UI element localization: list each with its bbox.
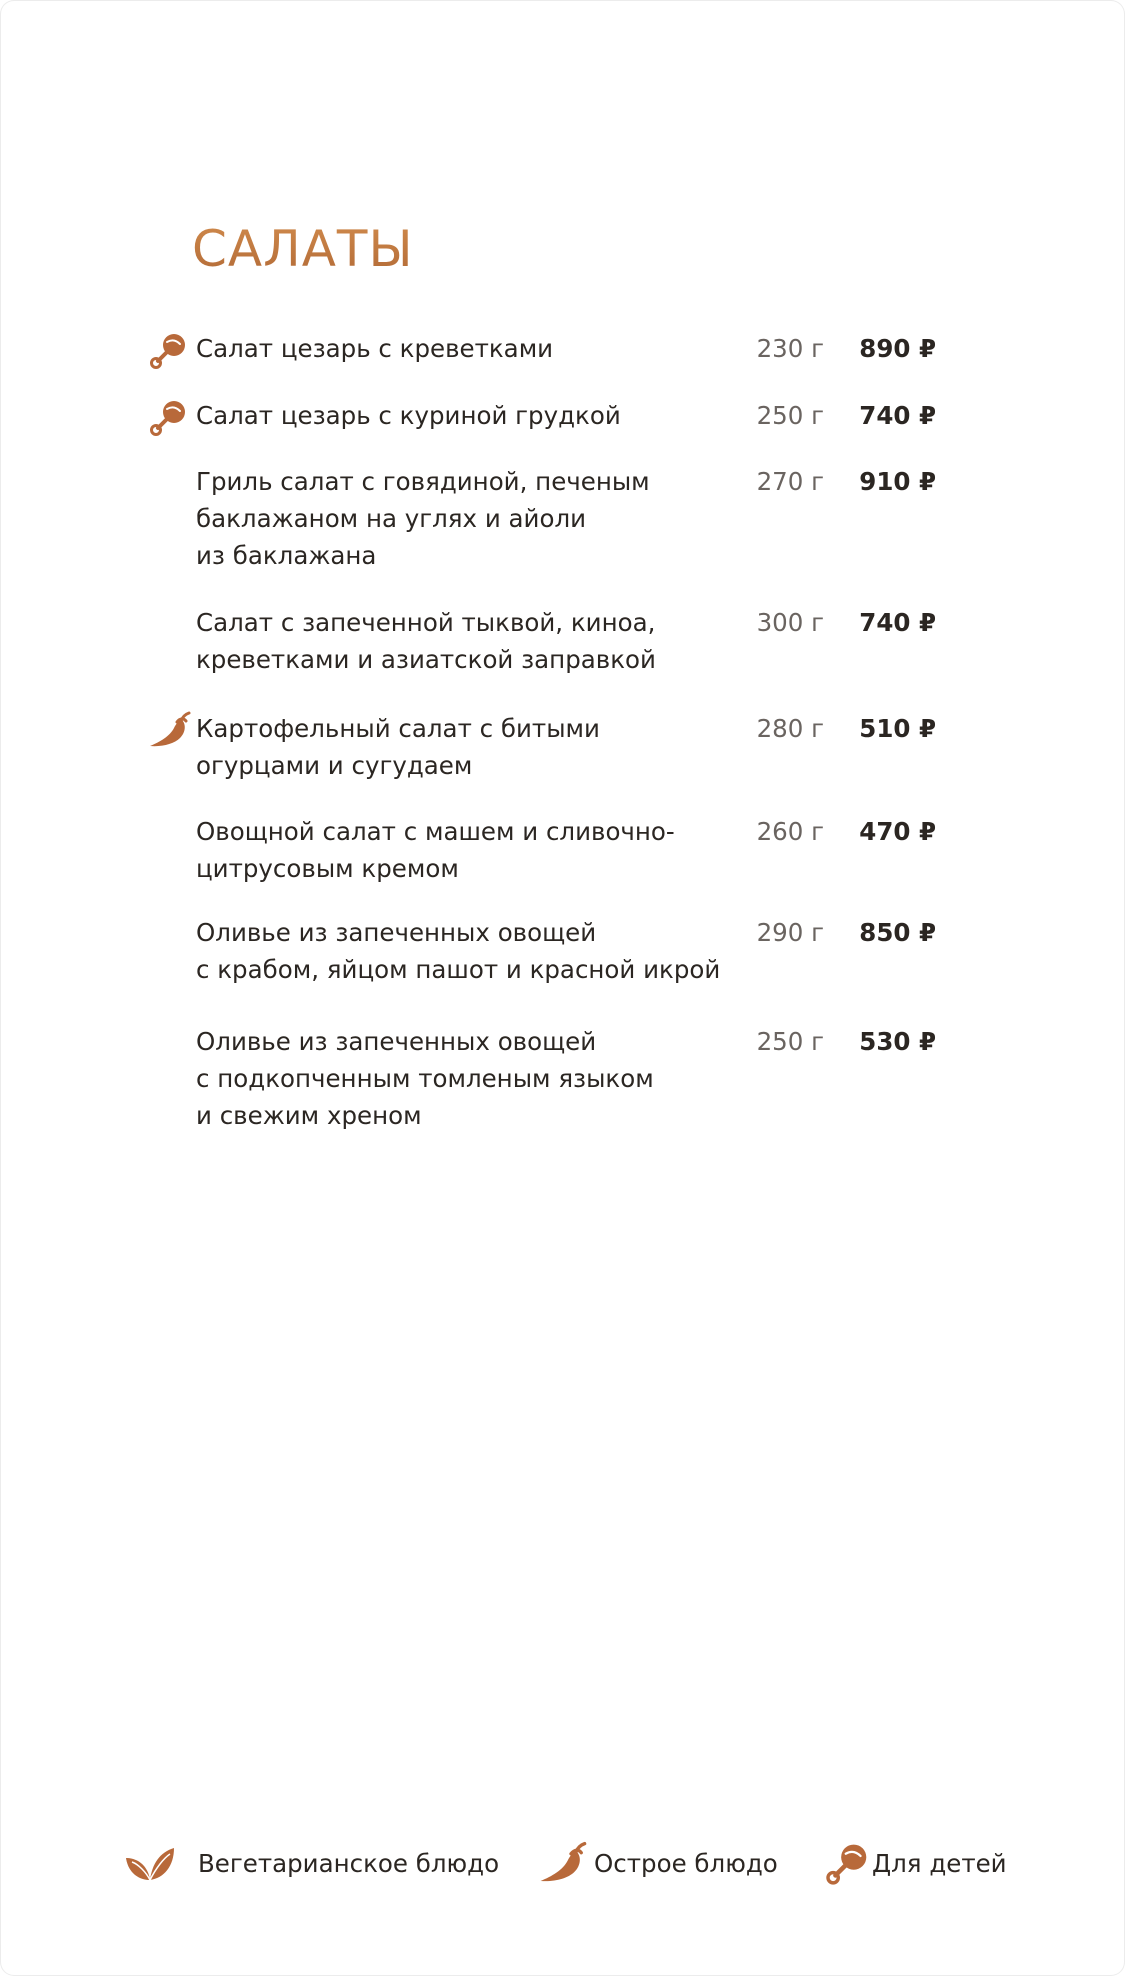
menu-item-weight: 280 г xyxy=(756,714,824,743)
menu-item-price: 890 ₽ xyxy=(859,334,936,363)
menu-item-name-line: Картофельный салат с битыми xyxy=(196,714,600,743)
menu-item-price: 470 ₽ xyxy=(859,817,936,846)
menu-item-name xyxy=(196,463,716,574)
kids-rattle-icon xyxy=(148,330,190,372)
menu-item-weight: 250 г xyxy=(756,1027,824,1056)
menu-item-name-line: и свежим хреном xyxy=(196,1101,422,1130)
menu-item-price: 910 ₽ xyxy=(859,467,936,496)
menu-item-price: 510 ₽ xyxy=(859,714,936,743)
menu-item-name-line: из баклажана xyxy=(196,541,377,570)
menu-item-weight: 300 г xyxy=(756,608,824,637)
menu-item-name-line: Салат цезарь с куриной грудкой xyxy=(196,401,621,430)
kids-rattle-icon xyxy=(822,1840,874,1888)
menu-item-weight: 250 г xyxy=(756,401,824,430)
menu-item-name xyxy=(196,914,736,988)
legend-label: Вегетарианское блюдо xyxy=(198,1849,500,1878)
legend-label: Для детей xyxy=(872,1849,1007,1878)
menu-item-weight: 230 г xyxy=(756,334,824,363)
menu-item-price: 740 ₽ xyxy=(859,608,936,637)
menu-item-name xyxy=(196,604,716,678)
section-title: САЛАТЫ xyxy=(192,220,414,278)
menu-item-name xyxy=(196,710,716,784)
menu-item-weight: 260 г xyxy=(756,817,824,846)
menu-item-name-line: Оливье из запеченных овощей xyxy=(196,1027,597,1056)
kids-rattle-icon xyxy=(148,397,190,439)
menu-item-weight: 290 г xyxy=(756,918,824,947)
menu-item-name-line: с крабом, яйцом пашот и красной икрой xyxy=(196,955,721,984)
legend xyxy=(0,1840,1125,1888)
menu-item-name xyxy=(196,1023,716,1134)
menu-item-name-line: Гриль салат с говядиной, печеным xyxy=(196,467,650,496)
menu-item-weight: 270 г xyxy=(756,467,824,496)
menu-item-name xyxy=(196,397,716,434)
menu-item-name-line: креветками и азиатской заправкой xyxy=(196,645,656,674)
legend-label: Острое блюдо xyxy=(594,1849,778,1878)
chili-pepper-icon xyxy=(536,1840,588,1888)
menu-item-name-line: Овощной салат с машем и сливочно- xyxy=(196,817,675,846)
menu-item-price: 740 ₽ xyxy=(859,401,936,430)
menu-item-price: 530 ₽ xyxy=(859,1027,936,1056)
menu-item-name-line: Салат цезарь с креветками xyxy=(196,334,554,363)
chili-pepper-icon xyxy=(146,710,192,752)
menu-item-name-line: с подкопченным томленым языком xyxy=(196,1064,654,1093)
menu-item-name-line: баклажаном на углях и айоли xyxy=(196,504,587,533)
menu-item-price: 850 ₽ xyxy=(859,918,936,947)
leaves-icon xyxy=(124,1840,176,1888)
menu-item-name xyxy=(196,330,716,367)
menu-item-name xyxy=(196,813,716,887)
menu-item-name-line: Оливье из запеченных овощей xyxy=(196,918,597,947)
menu-item-name-line: огурцами и сугудаем xyxy=(196,751,473,780)
menu-item-name-line: цитрусовым кремом xyxy=(196,854,459,883)
menu-item-name-line: Салат с запеченной тыквой, киноа, xyxy=(196,608,656,637)
